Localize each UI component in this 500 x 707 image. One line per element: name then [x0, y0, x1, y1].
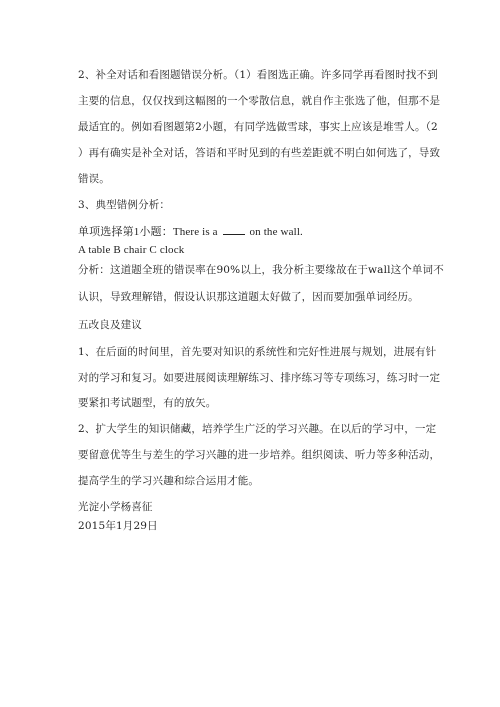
example-question-suffix: on the wall.	[249, 226, 303, 238]
paragraph-2-line-3: 最适宜的。例如看图题第2小题，有同学选做雪球，事实上应该是堆雪人。（2	[78, 121, 438, 133]
paragraph-2-line-2: 主要的信息，仅仅找到这幅图的一个零散信息，就自作主张选了他，但那不是	[78, 95, 441, 107]
example-options: A table B chair C clock	[78, 244, 185, 256]
paragraph-2-line-5: 错误。	[78, 173, 110, 185]
analysis-line-1: 分析：这道题全班的错误率在90%以上，我分析主要缘故在于wall这个单词不	[78, 264, 444, 276]
example-question-prefix: 单项选择第1小题：There is a	[78, 226, 218, 238]
section-3-heading: 3、典型错例分析：	[78, 199, 171, 211]
paragraph-2-line-4: ）再有确实是补全对话，答语和平时见到的有些差距就不明白如何选了，导致	[78, 147, 441, 159]
date: 2015年1月29日	[78, 520, 158, 532]
answer-blank	[223, 225, 245, 235]
signature: 光淀小学杨喜征	[78, 501, 153, 513]
suggestion-2-line-3: 提高学生的学习兴趣和综合运用才能。	[78, 475, 260, 487]
suggestion-1-line-2: 对的学习和复习。如要进展阅读理解练习、排序练习等专项练习，练习时一定	[78, 372, 441, 384]
analysis-line-2: 认识，导致理解错，假设认识那这道题太好做了，因而要加强单词经历。	[78, 291, 419, 303]
suggestion-2-line-2: 要留意优等生与差生的学习兴趣的进一步培养。组织阅读、听力等多种活动，	[78, 449, 441, 461]
example-question	[78, 225, 303, 239]
section-5-heading: 五改良及建议	[78, 319, 142, 331]
paragraph-2-line-1: 2、补全对话和看图题错误分析。（1）看图选正确。许多同学再看图时找不到	[78, 69, 438, 81]
suggestion-1-line-3: 要紧扣考试题型，有的放矢。	[78, 397, 217, 409]
suggestion-2-line-1: 2、扩大学生的知识储藏，培养学生广泛的学习兴趣。在以后的学习中，一定	[78, 423, 437, 435]
suggestion-1-line-1: 1、在后面的时间里，首先要对知识的系统性和完好性进展与规划，进展有针	[78, 346, 437, 358]
